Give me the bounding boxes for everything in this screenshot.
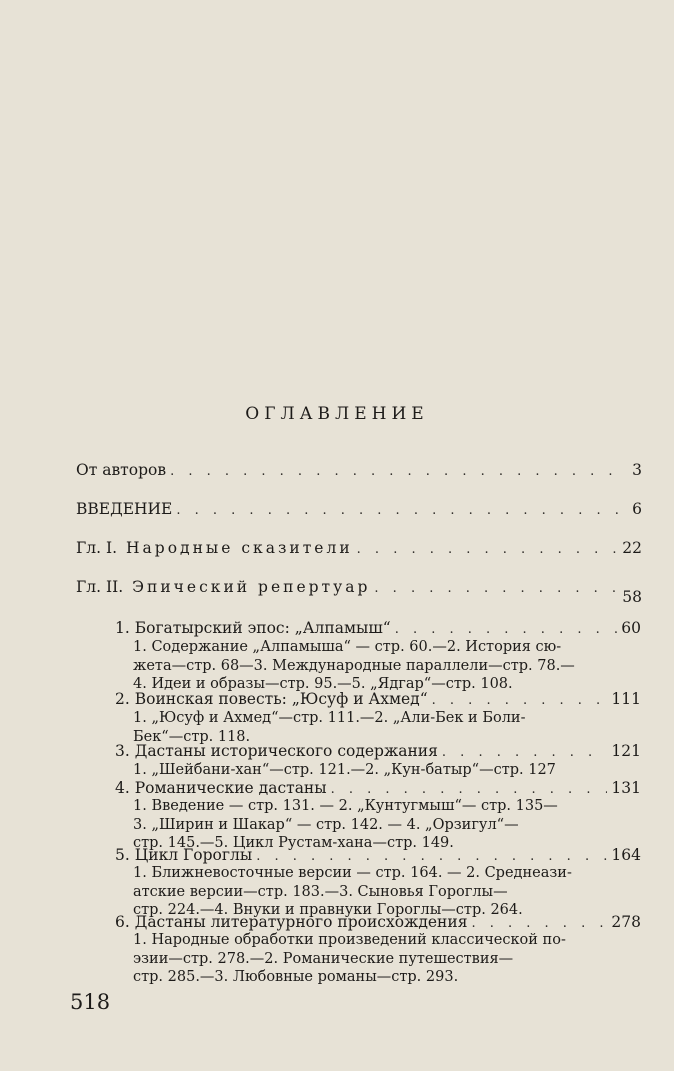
- leader-dots: [357, 541, 618, 559]
- chapter-prefix: Гл. II.: [76, 578, 124, 596]
- toc-section: [115, 913, 641, 933]
- page-number: 518: [70, 990, 111, 1014]
- toc-entry-label: Народные сказители: [126, 539, 353, 557]
- page-title: ОГЛАВЛЕНИЕ: [245, 404, 429, 424]
- toc-section-description: [133, 864, 617, 920]
- description-line: стр. 285.—3. Любовные романы—стр. 293.: [133, 969, 459, 985]
- toc-section: [115, 690, 641, 710]
- description-line: стр. 224.—4. Внуки и правнуки Гороглы—стр. 264.: [133, 902, 523, 918]
- toc-section-label: 2. Воинская повесть: „Юсуф и Ахмед“: [115, 690, 428, 708]
- toc-section-description: [133, 797, 617, 853]
- leader-dots: [442, 744, 607, 762]
- toc-entry: [76, 539, 642, 559]
- description-line: 4. Идеи и образы—стр. 95.—5. „Ядгар“—стр. 108.: [133, 676, 513, 692]
- toc-entry-label: От авторов: [76, 461, 167, 479]
- toc-entry-page: 58: [622, 588, 642, 606]
- description-line: атские версии—стр. 183.—3. Сыновья Гороглы—: [133, 883, 508, 900]
- toc-section-description: [133, 709, 617, 746]
- toc-entry-page: 6: [632, 500, 642, 518]
- description-line: 1. „Юсуф и Ахмед“—стр. 111.—2. „Али-Бек и Боли-: [133, 710, 526, 726]
- description-line: 3. „Ширин и Шакар“ — стр. 142. — 4. „Орзигул“—: [133, 816, 519, 833]
- description-line: стр. 145.—5. Цикл Рустам-хана—стр. 149.: [133, 835, 454, 851]
- toc-entry: [76, 578, 642, 606]
- chapter-prefix: Гл. I.: [76, 539, 118, 557]
- toc-section-page: 111: [611, 690, 641, 708]
- toc-section-page: 60: [621, 619, 641, 637]
- leader-dots: [176, 502, 618, 520]
- description-line: 1. „Шейбани-хан“—стр. 121.—2. „Кун-батыр“—стр. 127: [133, 762, 556, 778]
- description-line: 1. Народные обработки произведений классической по-: [133, 932, 566, 948]
- toc-section-label: 6. Дастаны литературного происхождения: [115, 913, 468, 931]
- description-line: жета—стр. 68—3. Международные параллели—стр. 78.—: [133, 657, 575, 674]
- toc-section-description: [133, 931, 617, 987]
- leader-dots: [395, 621, 617, 639]
- description-line: эзии—стр. 278.—2. Романические путешествия—: [133, 950, 514, 967]
- description-line: 1. Введение — стр. 131. — 2. „Кунтугмыш“— стр. 135—: [133, 798, 558, 814]
- description-line: Бек“—стр. 118.: [133, 728, 251, 745]
- description-line: 1. Содержание „Алпамыша“ — стр. 60.—2. История сю-: [133, 639, 562, 655]
- toc-section-page: 278: [611, 913, 641, 931]
- toc-entry-label: Эпический репертуар: [132, 578, 371, 596]
- toc-entry-label: ВВЕДЕНИЕ: [76, 500, 173, 518]
- leader-dots: [432, 692, 608, 710]
- toc-entry: [76, 461, 642, 481]
- toc-section-description: [133, 761, 617, 780]
- description-line: 1. Ближневосточные версии — стр. 164. — 2. Среднеази-: [133, 865, 572, 881]
- toc-entry-page: 3: [632, 461, 642, 479]
- toc-section-label: 3. Дастаны исторического содержания: [115, 742, 438, 760]
- toc-section-page: 164: [611, 846, 641, 864]
- toc-entry-page: 22: [622, 539, 642, 557]
- toc-entry: [76, 500, 642, 520]
- toc-section-label: 1. Богатырский эпос: „Алпамыш“: [115, 619, 391, 637]
- toc-section-label: 4. Романические дастаны: [115, 779, 327, 797]
- toc-section: [115, 742, 641, 762]
- toc-section-page: 131: [611, 779, 641, 797]
- toc-section: [115, 779, 641, 799]
- toc-section-label: 5. Цикл Гороглы: [115, 846, 253, 864]
- toc-section: [115, 846, 641, 866]
- toc-section-page: 121: [611, 742, 641, 760]
- toc-section: [115, 619, 641, 639]
- leader-dots: [170, 463, 618, 481]
- toc-section-description: [133, 638, 617, 694]
- leader-dots: [374, 580, 618, 598]
